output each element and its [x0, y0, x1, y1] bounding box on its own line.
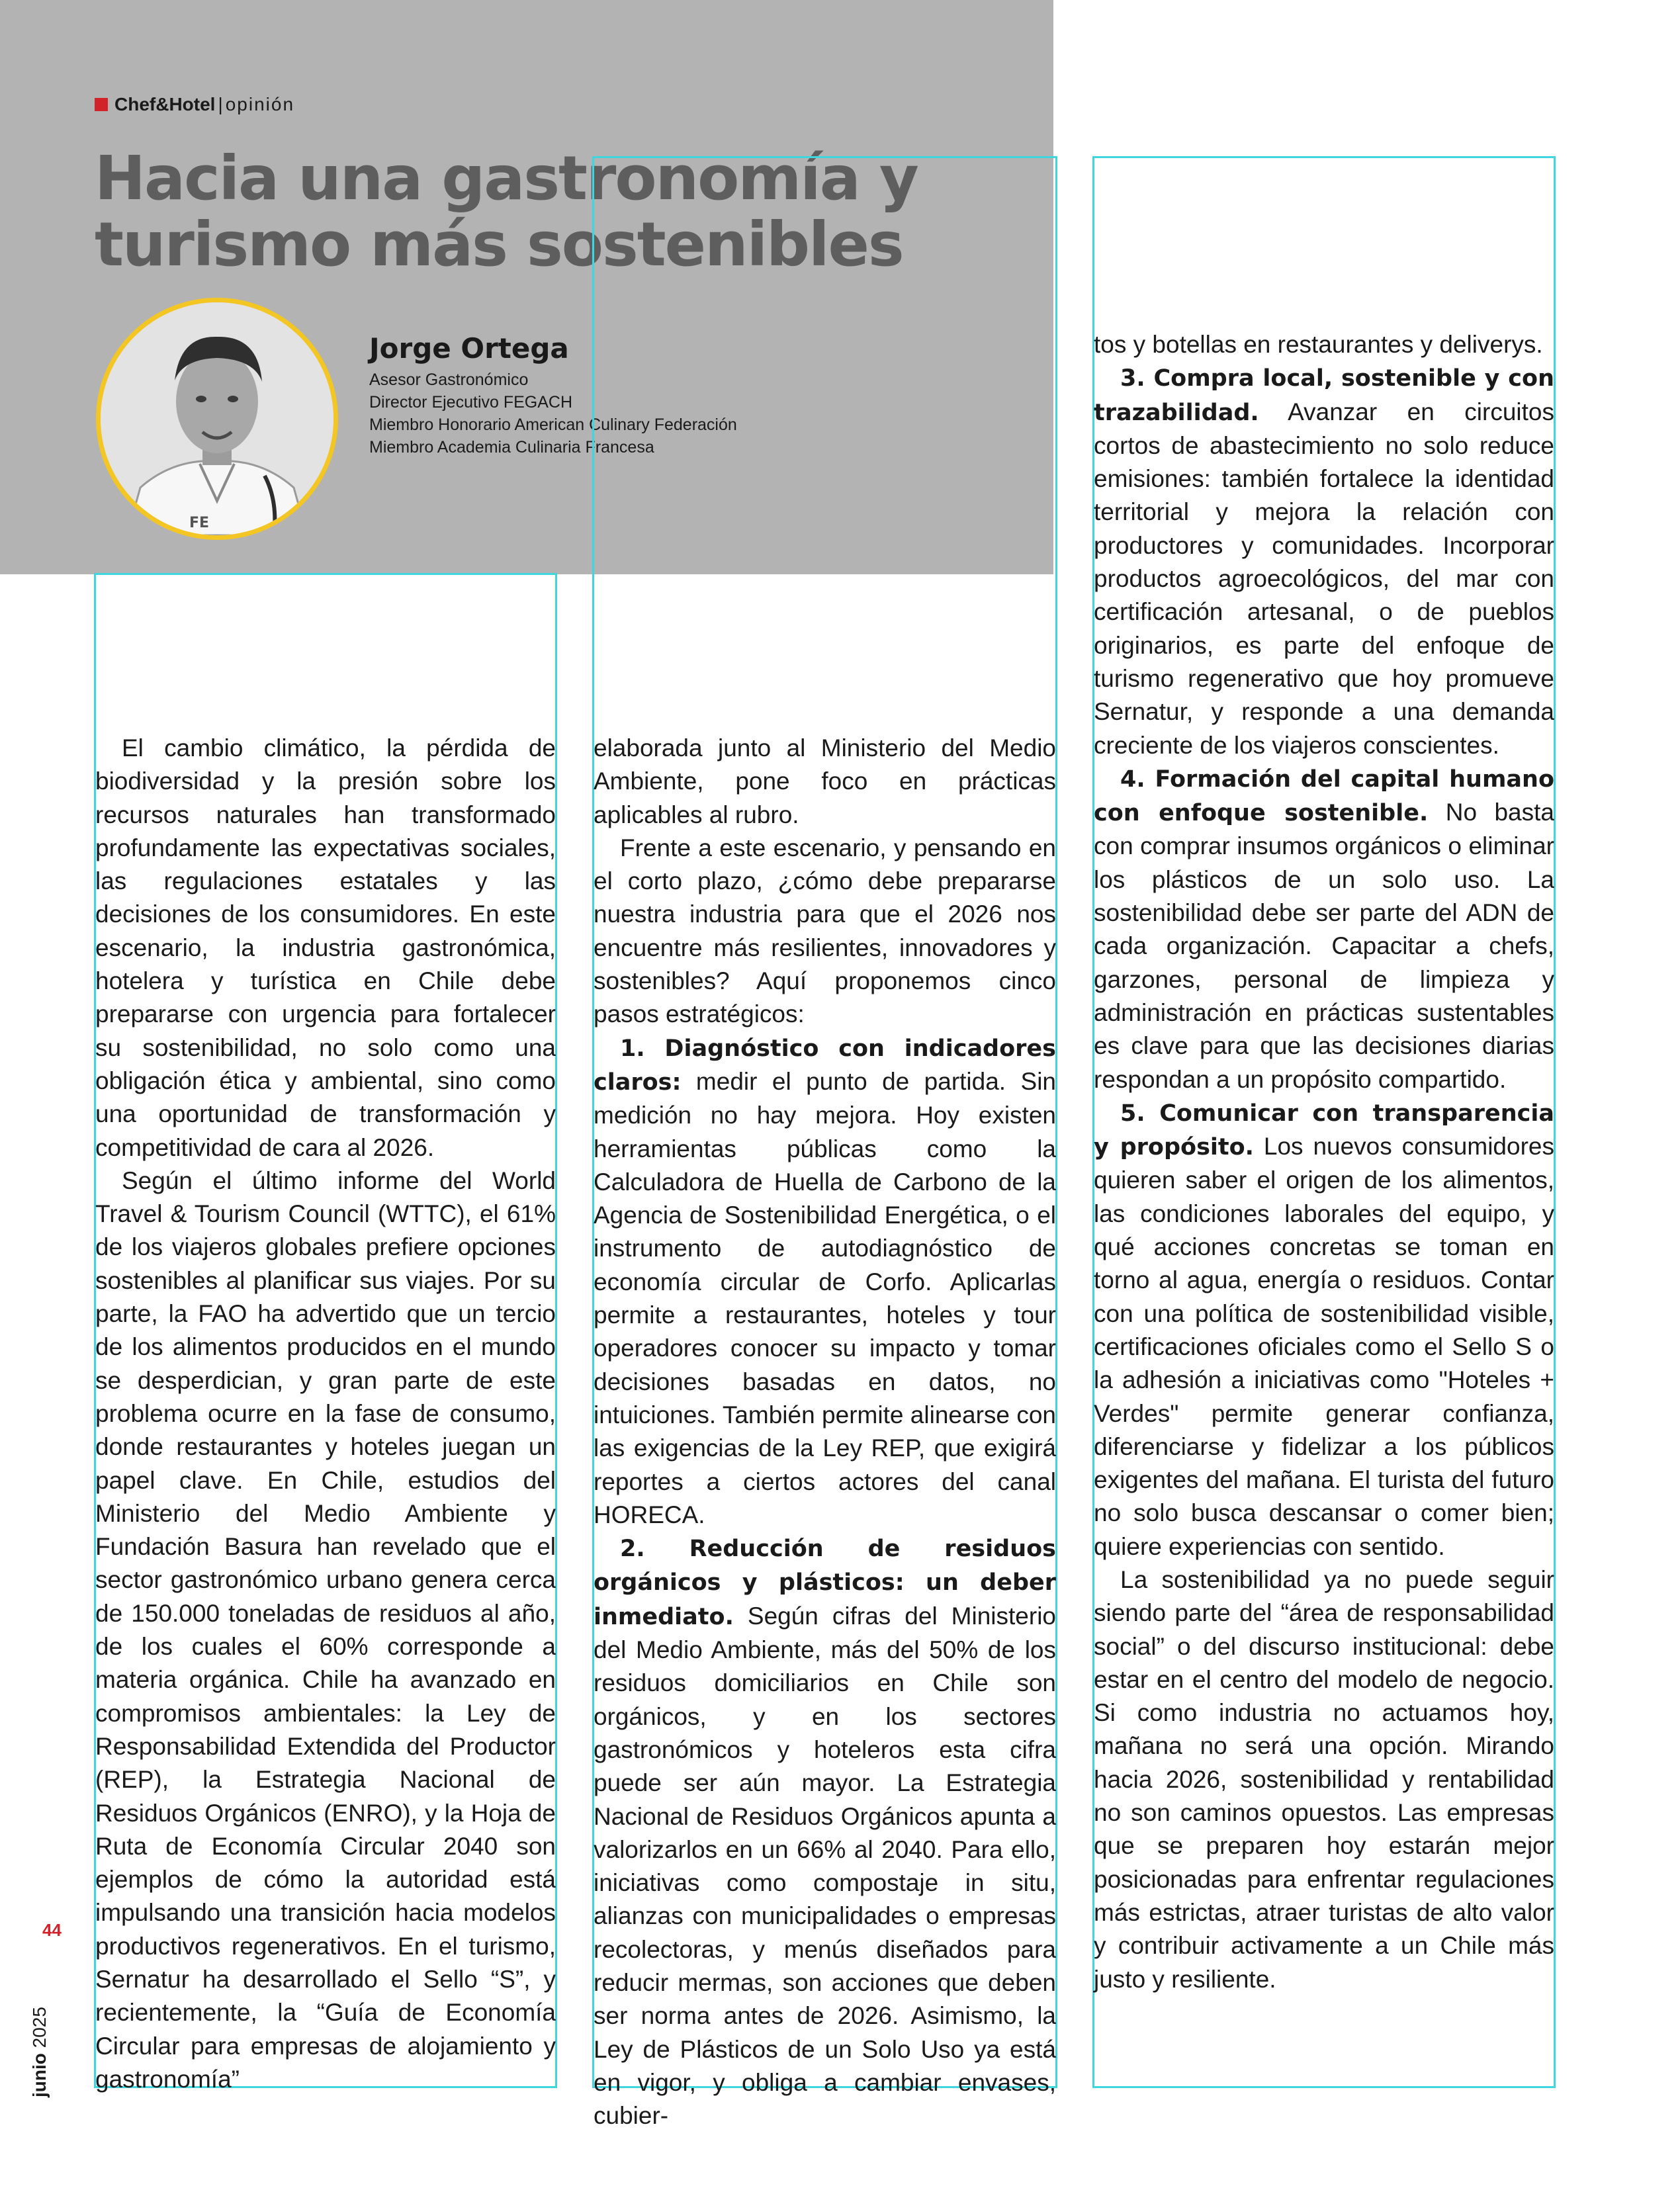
article-title-line-2: turismo más sostenibles: [95, 209, 903, 280]
article-paragraph: [1094, 762, 1554, 1096]
issue-year: 2025: [29, 2007, 50, 2048]
article-paragraph: [594, 832, 1056, 1031]
article-paragraph: [1094, 328, 1554, 361]
author-name: Jorge Ortega: [369, 332, 569, 365]
issue-month: junio: [29, 2053, 50, 2097]
page-number: 44: [42, 1920, 62, 1940]
article-paragraph: El cambio climático, la pérdida de biodiversidad y la presión sobre los recursos naturales han transformado profundamente las expectativas sociales, las regulaciones estatales y las decisiones de los consumidores. En este escenario, la industria gastronómica, hotelera y turística en Chile debe prepararse con urgencia para fortalecer su sostenibilidad, no solo como una obligación ética y ambiental, sino como una oportunidad de transformación y competitividad de cara al 2026.: [95, 734, 556, 1161]
step-heading: 1. Diagnóstico con indicadores claros:: [594, 1035, 1056, 1096]
paragraph-text: tos y botellas en restaurantes y deliverys.: [1094, 331, 1543, 358]
article-column-2: [594, 732, 1056, 2132]
paragraph-text: elaborada junto al Ministerio del Medio Ambiente, pone foco en prácticas aplicables al rubro.: [594, 734, 1056, 828]
paragraph-text: Avanzar en circuitos cortos de abastecimiento no solo reduce emisiones: también fortalece la identidad territorial y mejora la relación con productores y comunidades. Incorporar productos agroecológicos, del mar con certificación artesanal, o de pueblos originarios, es parte del enfoque de turismo regenerativo que hoy promueve Sernatur, y responde a una demanda creciente de los viajeros conscientes.: [1094, 398, 1554, 759]
article-column-1: [95, 732, 556, 2096]
article-paragraph: [1094, 1096, 1554, 1563]
step-heading: 4. Formación del capital humano con enfoque sostenible.: [1094, 766, 1554, 827]
article-title-line-1: Hacia una gastronomía y: [95, 143, 918, 214]
paragraph-text: Frente a este escenario, y pensando en el corto plazo, ¿cómo debe prepararse nuestra industria para que el 2026 nos encuentre más resilientes, innovadores y sostenibles? Aquí proponemos cinco pasos estratégicos:: [594, 834, 1056, 1028]
jacket-logo-text: FE: [189, 515, 210, 531]
article-paragraph: Según el último informe del World Travel & Tourism Council (WTTC), el 61% de los viajeros globales prefiere opciones sostenibles al planificar sus viajes. Por su parte, la FAO ha advertido que un tercio de los alimentos producidos en el mundo se desperdician, y gran parte de este problema ocurre en la fase de consumo, donde restaurantes y hoteles juegan un papel clave. En Chile, estudios del Ministerio del Medio Ambiente y Fundación Basura han revelado que el sector gastronómico urbano genera cerca de 150.000 toneladas de residuos al año, de los cuales el 60% corresponde a materia orgánica. Chile ha avanzado en compromisos ambientales: la Ley de Responsabilidad Extendida del Productor (REP), la Estrategia Nacional de Residuos Orgánicos (ENRO), y la Hoja de Ruta de Economía Circular 2040 son ejemplos de cómo la autoridad está impulsando una transición hacia modelos productivos regenerativos. En el turismo, Sernatur ha desarrollado el Sello “S”, y recientemente, la “Guía de Economía Circular para empresas de alojamiento y gastronomía”: [95, 1166, 556, 2093]
paragraph-text: Los nuevos consumidores quieren saber el origen de los alimentos, las condiciones laborales del equipo, y qué acciones concretas se toman en torno al agua, energía o residuos. Contar con una política de sostenibilidad visible, certificaciones oficiales como el Sello S o la adhesión a iniciativas como "Hoteles + Verdes" permite generar confianza, diferenciarse y fidelizar a los públicos exigentes del mañana. El turista del futuro no solo busca descansar o comer bien; quiere experiencias con sentido.: [1094, 1133, 1554, 1560]
magazine-brand: Chef&Hotel: [114, 94, 216, 114]
author-role: Miembro Honorario American Culinary Federación: [369, 416, 737, 434]
article-paragraph: [594, 1532, 1056, 2132]
tag-separator: |: [218, 94, 223, 114]
author-portrait-illustration: [101, 302, 333, 535]
author-role: Asesor Gastronómico: [369, 371, 529, 389]
step-heading: 3. Compra local, sostenible y con trazabilidad.: [1094, 365, 1554, 426]
section-name: opinión: [225, 94, 295, 114]
article-paragraph: [594, 1031, 1056, 1532]
paragraph-text: medir el punto de partida. Sin medición no hay mejora. Hoy existen herramientas públicas como la Calculadora de Huella de Carbono de la Agencia de Sostenibilidad Energética, o el instrumento de autodiagnóstico de economía circular de Corfo. Aplicarlas permite a restaurantes, hoteles y tour operadores conocer su impacto y tomar decisiones basadas en datos, no intuiciones. También permite alinearse con las exigencias de la Ley REP, que exigirá reportes a ciertos actores del canal HORECA.: [594, 1067, 1056, 1528]
article-paragraph: [1094, 1563, 1554, 1996]
red-square-icon: [95, 98, 108, 111]
author-role: Director Ejecutivo FEGACH: [369, 393, 573, 412]
author-role: Miembro Academia Culinaria Francesa: [369, 438, 654, 457]
article-paragraph: [594, 732, 1056, 832]
article-column-3: [1094, 328, 1554, 1996]
paragraph-text: Según cifras del Ministerio del Medio Ambiente, más del 50% de los residuos domiciliarios en Chile son orgánicos, y en los sectores gastronómicos y hoteleros esta cifra puede ser aún mayor. La Estrategia Nacional de Residuos Orgánicos apunta a valorizarlos en un 66% al 2040. Para ello, iniciativas como compostaje in situ, alianzas con municipalidades o empresas recolectoras, y menús diseñados para reducir mermas, son acciones que deben ser norma antes de 2026. Asimismo, la Ley de Plásticos de un Solo Uso ya está en vigor, y obliga a cambiar envases, cubier-: [594, 1602, 1056, 2130]
step-heading: 5. Comunicar con transparencia y propósito.: [1094, 1100, 1554, 1161]
step-heading: 2. Reducción de residuos orgánicos y plásticos: un deber inmediato.: [594, 1536, 1056, 1630]
paragraph-text: No basta con comprar insumos orgánicos o eliminar los plásticos de un solo uso. La sostenibilidad debe ser parte del ADN de cada organización. Capacitar a chefs, garzones, personal de limpieza y administración en prácticas sustentables es clave para que las decisiones diarias respondan a un propósito compartido.: [1094, 799, 1554, 1093]
issue-date: [29, 2007, 50, 2097]
paragraph-text: La sostenibilidad ya no puede seguir siendo parte del “área de responsabilidad social” o del discurso institucional: debe estar en el centro del modelo de negocio. Si como industria no actuamos hoy, mañana no será una opción. Mirando hacia 2026, sostenibilidad y rentabilidad no son caminos opuestos. Las empresas que se preparen hoy estarán mejor posicionadas para enfrentar regulaciones más estrictas, atraer turistas de alto valor y contribuir activamente a un Chile más justo y resiliente.: [1094, 1565, 1554, 1993]
article-paragraph: [1094, 361, 1554, 762]
author-photo: [96, 298, 338, 540]
section-tag: [95, 94, 294, 115]
